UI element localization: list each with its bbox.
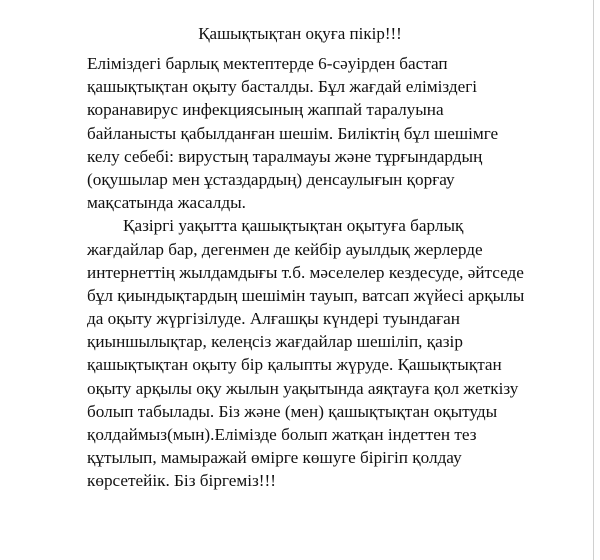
- paragraph-2-line-3: интернеттің жылдамдығы т.б. мәселелер кездесуде, әйтседе: [87, 262, 524, 282]
- paragraph-2-line-7: қашықтықтан оқыту бір қалыпты жүруде. Қашықтықтан: [87, 355, 502, 375]
- document-body: [87, 52, 587, 493]
- paragraph-1-line-6: (оқушылар мен ұстаздардың) денсаулығын қорғау: [87, 169, 455, 189]
- paragraph-1-line-1: Еліміздегі барлық мектептерде 6-сәуірден бастап: [87, 54, 448, 73]
- paragraph-2-line-4: бұл қиындықтардың шешімін тауып, ватсап жүйесі арқылы: [87, 285, 525, 305]
- paragraph-1-line-4: байланысты қабылданған шешім. Биліктің бұл шешімге: [87, 123, 499, 143]
- paragraph-1-line-3: коранавирус инфекциясының жаппай таралуына: [87, 100, 444, 120]
- page-edge-divider: [593, 0, 594, 560]
- paragraph-2-line-12: көрсетейік. Біз біргеміз!!!: [87, 471, 276, 491]
- paragraph-1-line-7: мақсатында жасалды.: [87, 193, 246, 213]
- paragraph-2-line-2: жағдайлар бар, дегенмен де кейбір ауылдық жерлерде: [87, 239, 483, 259]
- paragraph-1-line-5: келу себебі: вирустың таралмауы және тұрғындардың: [87, 146, 483, 166]
- paragraph-2-line-11: құтылып, мамыражай өмірге көшуге бірігіп қолдау: [87, 448, 462, 468]
- paragraph-2-line-9: болып табылады. Біз және (мен) қашықтықтан оқытуды: [87, 401, 498, 421]
- paragraph-2-line-5: да оқыту жүргізілуде. Алғашқы күндері туындаған: [87, 309, 460, 329]
- paragraph-1-line-2: қашықтықтан оқыту басталды. Бұл жағдай еліміздегі: [87, 77, 478, 97]
- paragraph-2-line-6: қиыншылықтар, келеңсіз жағдайлар шешіліп, қазір: [87, 332, 463, 352]
- paragraph-2-line-8: оқыту арқылы оқу жылын уақытында аяқтауға қол жеткізу: [87, 378, 519, 398]
- paragraph-2-line-10: қолдаймыз(мын).Елімізде болып жатқан індеттен тез: [87, 425, 477, 444]
- document-title: Қашықтықтан оқуға пікір!!!: [198, 24, 402, 43]
- paragraph-2-line-1: Қазіргі уақытта қашықтықтан оқытуға барлық: [123, 216, 464, 236]
